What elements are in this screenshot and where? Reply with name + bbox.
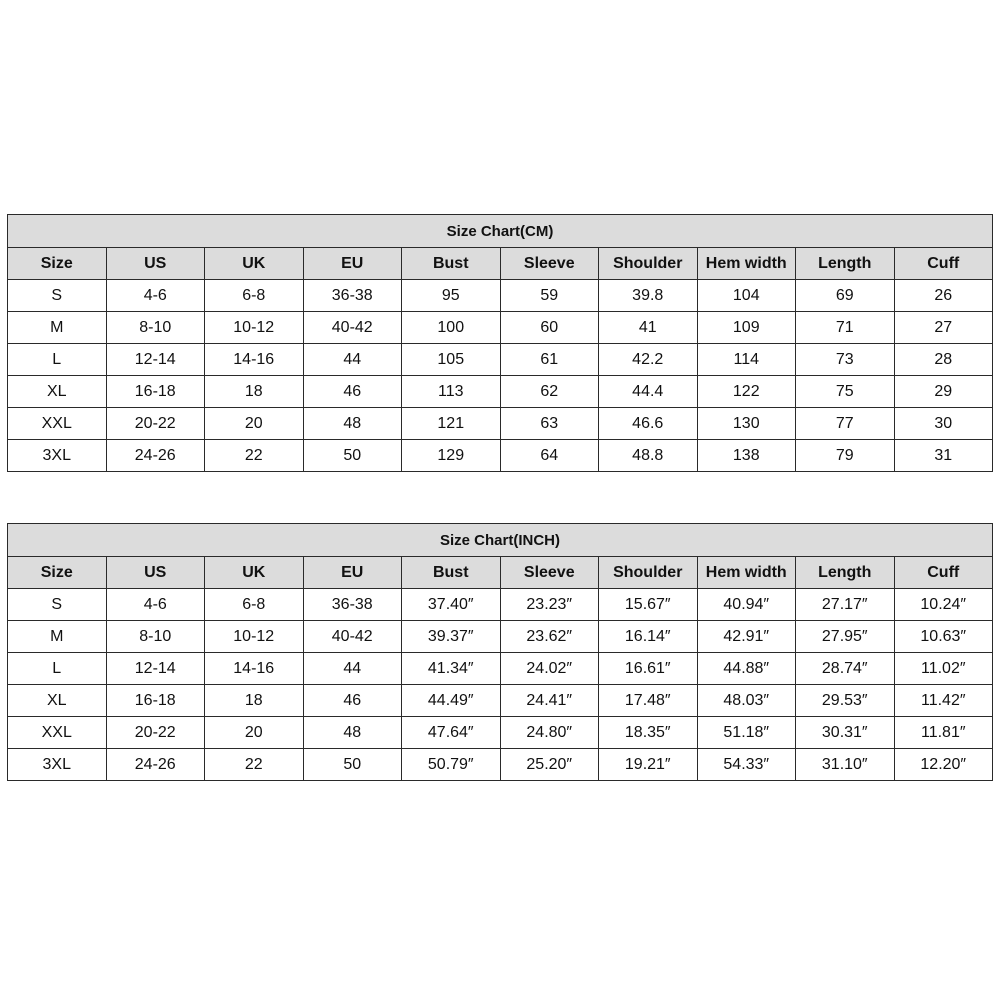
table-row [8,440,993,472]
table-cell-hem-width: 122 [697,376,796,408]
table-cell-hem-width: 54.33″ [697,749,796,781]
table-cell-size: XXL [8,408,107,440]
table-cell-sleeve: 24.80″ [500,717,599,749]
table-cell-length: 30.31″ [796,717,895,749]
table-cell-size: XL [8,376,107,408]
table-cell-cuff: 29 [894,376,993,408]
table-cell-size: 3XL [8,749,107,781]
table-cell-cuff: 12.20″ [894,749,993,781]
column-header-us: US [106,248,205,280]
table-cell-uk: 22 [205,440,304,472]
table-cell-size: S [8,280,107,312]
table-cell-length: 27.95″ [796,621,895,653]
table-cell-size: M [8,621,107,653]
column-header-row [8,248,993,280]
table-cell-sleeve: 59 [500,280,599,312]
table-cell-eu: 46 [303,376,402,408]
table-cell-bust: 41.34″ [402,653,501,685]
table-cell-cuff: 28 [894,344,993,376]
table-cell-us: 16-18 [106,376,205,408]
table-cell-size: L [8,344,107,376]
column-header-hem-width: Hem width [697,248,796,280]
table-cell-sleeve: 23.23″ [500,589,599,621]
table-cell-hem-width: 51.18″ [697,717,796,749]
column-header-length: Length [796,557,895,589]
column-header-uk: UK [205,557,304,589]
table-cell-shoulder: 42.2 [599,344,698,376]
table-cell-length: 27.17″ [796,589,895,621]
table-cell-bust: 113 [402,376,501,408]
column-header-bust: Bust [402,557,501,589]
table-cell-hem-width: 138 [697,440,796,472]
table-row [8,408,993,440]
table-cell-length: 73 [796,344,895,376]
table-row [8,621,993,653]
column-header-hem-width: Hem width [697,557,796,589]
table-cell-us: 20-22 [106,408,205,440]
table-cell-us: 8-10 [106,312,205,344]
table-cell-shoulder: 15.67″ [599,589,698,621]
table-cell-us: 4-6 [106,280,205,312]
table-cell-uk: 6-8 [205,589,304,621]
table-cell-shoulder: 41 [599,312,698,344]
table-cell-eu: 50 [303,440,402,472]
table-cell-bust: 129 [402,440,501,472]
table-cell-us: 12-14 [106,653,205,685]
table-cell-size: S [8,589,107,621]
column-header-size: Size [8,557,107,589]
size-chart-cm-table [7,214,993,472]
table-cell-eu: 46 [303,685,402,717]
table-cell-sleeve: 23.62″ [500,621,599,653]
table-cell-us: 16-18 [106,685,205,717]
table-cell-uk: 14-16 [205,344,304,376]
table-cell-cuff: 27 [894,312,993,344]
column-header-eu: EU [303,557,402,589]
table-cell-uk: 10-12 [205,312,304,344]
table-cell-bust: 100 [402,312,501,344]
table-body [8,589,993,781]
table-cell-bust: 47.64″ [402,717,501,749]
table-cell-eu: 44 [303,653,402,685]
column-header-sleeve: Sleeve [500,248,599,280]
table-cell-sleeve: 25.20″ [500,749,599,781]
table-cell-shoulder: 18.35″ [599,717,698,749]
table-cell-cuff: 26 [894,280,993,312]
column-header-shoulder: Shoulder [599,557,698,589]
table-cell-sleeve: 61 [500,344,599,376]
table-row [8,685,993,717]
table-row [8,589,993,621]
table-cell-uk: 22 [205,749,304,781]
table-row [8,749,993,781]
table-cell-eu: 40-42 [303,621,402,653]
table-cell-bust: 121 [402,408,501,440]
table-cell-size: XL [8,685,107,717]
table-row [8,376,993,408]
column-header-bust: Bust [402,248,501,280]
table-cell-size: 3XL [8,440,107,472]
column-header-cuff: Cuff [894,248,993,280]
table-cell-shoulder: 17.48″ [599,685,698,717]
table-cell-sleeve: 62 [500,376,599,408]
table-cell-size: XXL [8,717,107,749]
table-cell-sleeve: 63 [500,408,599,440]
table-cell-eu: 48 [303,717,402,749]
column-header-sleeve: Sleeve [500,557,599,589]
column-header-us: US [106,557,205,589]
table-cell-cuff: 10.24″ [894,589,993,621]
table-cell-size: M [8,312,107,344]
table-cell-us: 24-26 [106,440,205,472]
column-header-eu: EU [303,248,402,280]
table-cell-cuff: 31 [894,440,993,472]
column-header-shoulder: Shoulder [599,248,698,280]
column-header-length: Length [796,248,895,280]
table-cell-hem-width: 40.94″ [697,589,796,621]
table-cell-uk: 14-16 [205,653,304,685]
table-cell-hem-width: 48.03″ [697,685,796,717]
table-row [8,717,993,749]
table-row [8,312,993,344]
table-cell-bust: 95 [402,280,501,312]
table-cell-uk: 6-8 [205,280,304,312]
table-cell-length: 31.10″ [796,749,895,781]
table-body [8,280,993,472]
table-cell-sleeve: 60 [500,312,599,344]
table-cell-cuff: 11.02″ [894,653,993,685]
table-cell-cuff: 11.81″ [894,717,993,749]
column-header-row [8,557,993,589]
size-chart-inch-table [7,523,993,781]
table-cell-us: 8-10 [106,621,205,653]
table-cell-length: 75 [796,376,895,408]
table-cell-length: 28.74″ [796,653,895,685]
table-cell-cuff: 30 [894,408,993,440]
table-cell-us: 4-6 [106,589,205,621]
table-row [8,653,993,685]
table-cell-cuff: 10.63″ [894,621,993,653]
table-cell-size: L [8,653,107,685]
table-cell-eu: 50 [303,749,402,781]
table-cell-eu: 44 [303,344,402,376]
table-cell-hem-width: 114 [697,344,796,376]
table-cell-uk: 18 [205,685,304,717]
table-cell-bust: 39.37″ [402,621,501,653]
table-cell-length: 77 [796,408,895,440]
table-cell-bust: 44.49″ [402,685,501,717]
table-cell-uk: 20 [205,717,304,749]
table-cell-sleeve: 24.41″ [500,685,599,717]
table-cell-us: 12-14 [106,344,205,376]
table-cell-length: 71 [796,312,895,344]
table-cell-length: 29.53″ [796,685,895,717]
table-cell-eu: 40-42 [303,312,402,344]
table-row [8,280,993,312]
table-cell-shoulder: 19.21″ [599,749,698,781]
table-cell-eu: 36-38 [303,589,402,621]
table-title: Size Chart(INCH) [8,524,993,557]
column-header-size: Size [8,248,107,280]
table-cell-hem-width: 104 [697,280,796,312]
table-cell-length: 69 [796,280,895,312]
table-cell-length: 79 [796,440,895,472]
table-cell-us: 20-22 [106,717,205,749]
table-cell-sleeve: 64 [500,440,599,472]
column-header-cuff: Cuff [894,557,993,589]
table-cell-hem-width: 130 [697,408,796,440]
table-cell-shoulder: 39.8 [599,280,698,312]
table-cell-shoulder: 16.14″ [599,621,698,653]
table-cell-uk: 20 [205,408,304,440]
table-title: Size Chart(CM) [8,215,993,248]
table-cell-sleeve: 24.02″ [500,653,599,685]
table-cell-bust: 105 [402,344,501,376]
table-cell-shoulder: 16.61″ [599,653,698,685]
table-cell-uk: 18 [205,376,304,408]
table-cell-bust: 37.40″ [402,589,501,621]
table-cell-shoulder: 44.4 [599,376,698,408]
table-cell-shoulder: 48.8 [599,440,698,472]
table-cell-us: 24-26 [106,749,205,781]
table-cell-eu: 48 [303,408,402,440]
table-cell-eu: 36-38 [303,280,402,312]
column-header-uk: UK [205,248,304,280]
table-cell-bust: 50.79″ [402,749,501,781]
table-cell-cuff: 11.42″ [894,685,993,717]
table-cell-uk: 10-12 [205,621,304,653]
table-cell-hem-width: 44.88″ [697,653,796,685]
table-cell-shoulder: 46.6 [599,408,698,440]
table-cell-hem-width: 109 [697,312,796,344]
table-cell-hem-width: 42.91″ [697,621,796,653]
table-row [8,344,993,376]
